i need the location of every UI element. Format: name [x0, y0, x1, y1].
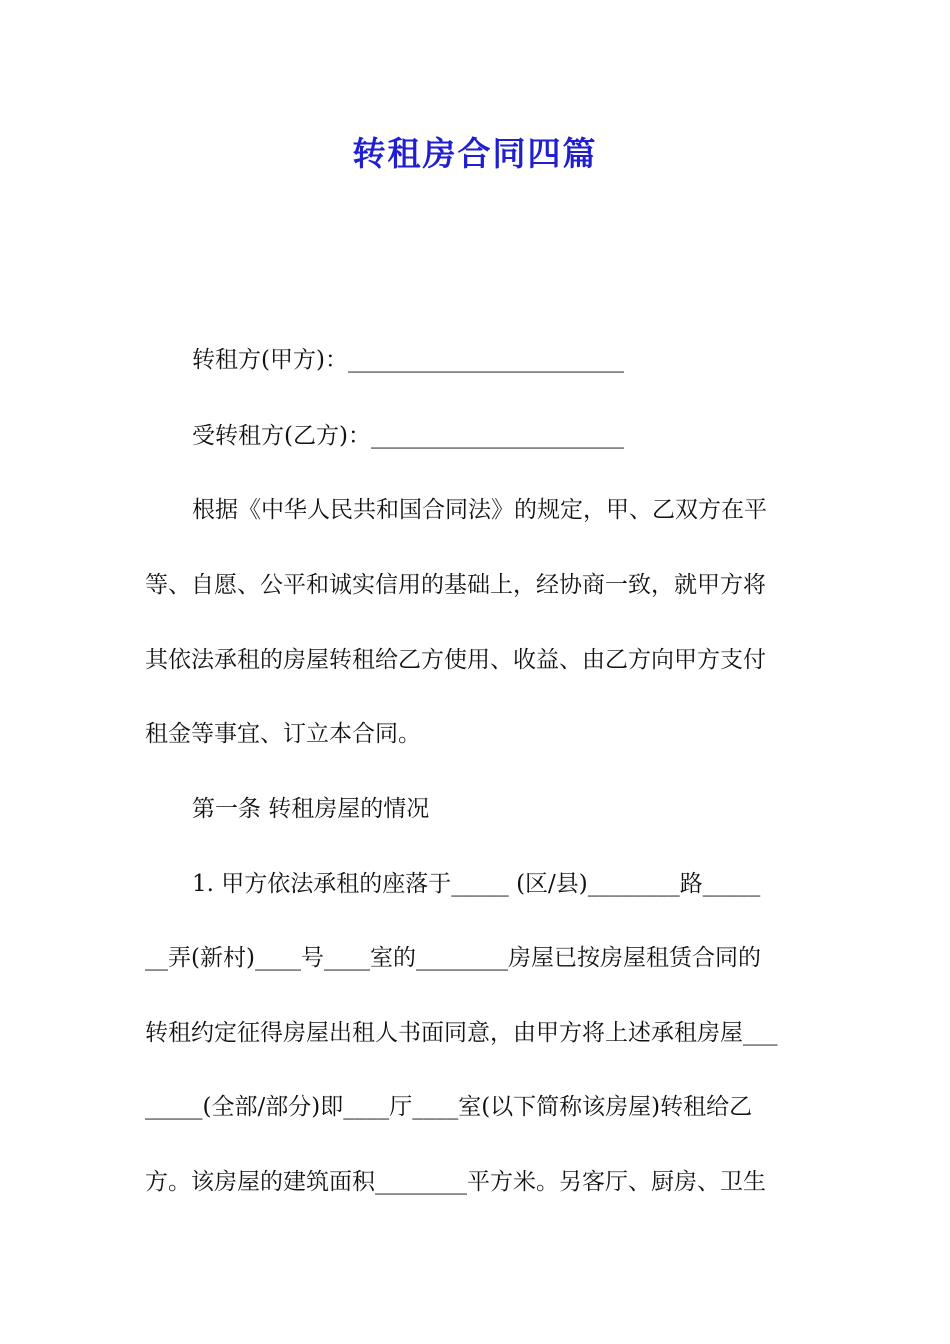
clause-1-line-5: 方。该房屋的建筑面积________平方米。另客厅、厨房、卫生	[145, 1169, 766, 1195]
clause-1-line-4: _____(全部/部分)即____厅____室(以下简称该房屋)转租给乙	[145, 1094, 753, 1120]
article-1-heading: 第一条 转租房屋的情况	[192, 796, 430, 822]
preamble-line-4: 租金等事宜、订立本合同。	[145, 721, 421, 747]
clause-1-line-1: 1. 甲方依法承租的座落于_____ (区/县)________路_____	[192, 871, 761, 897]
party-a-line: 转租方(甲方)：________________________	[192, 347, 624, 373]
preamble-line-2: 等、自愿、公平和诚实信用的基础上，经协商一致，就甲方将	[145, 572, 766, 598]
clause-1-line-2: __弄(新村)____号____室的________房屋已按房屋租赁合同的	[145, 945, 761, 971]
preamble-line-3: 其依法承租的房屋转租给乙方使用、收益、由乙方向甲方支付	[145, 647, 766, 673]
party-b-line: 受转租方(乙方)：______________________	[192, 423, 624, 449]
clause-1-line-3: 转租约定征得房屋出租人书面同意，由甲方将上述承租房屋___	[145, 1020, 778, 1046]
preamble-line-1: 根据《中华人民共和国合同法》的规定，甲、乙双方在平	[192, 497, 767, 523]
document-title: 转租房合同四篇	[352, 134, 598, 173]
